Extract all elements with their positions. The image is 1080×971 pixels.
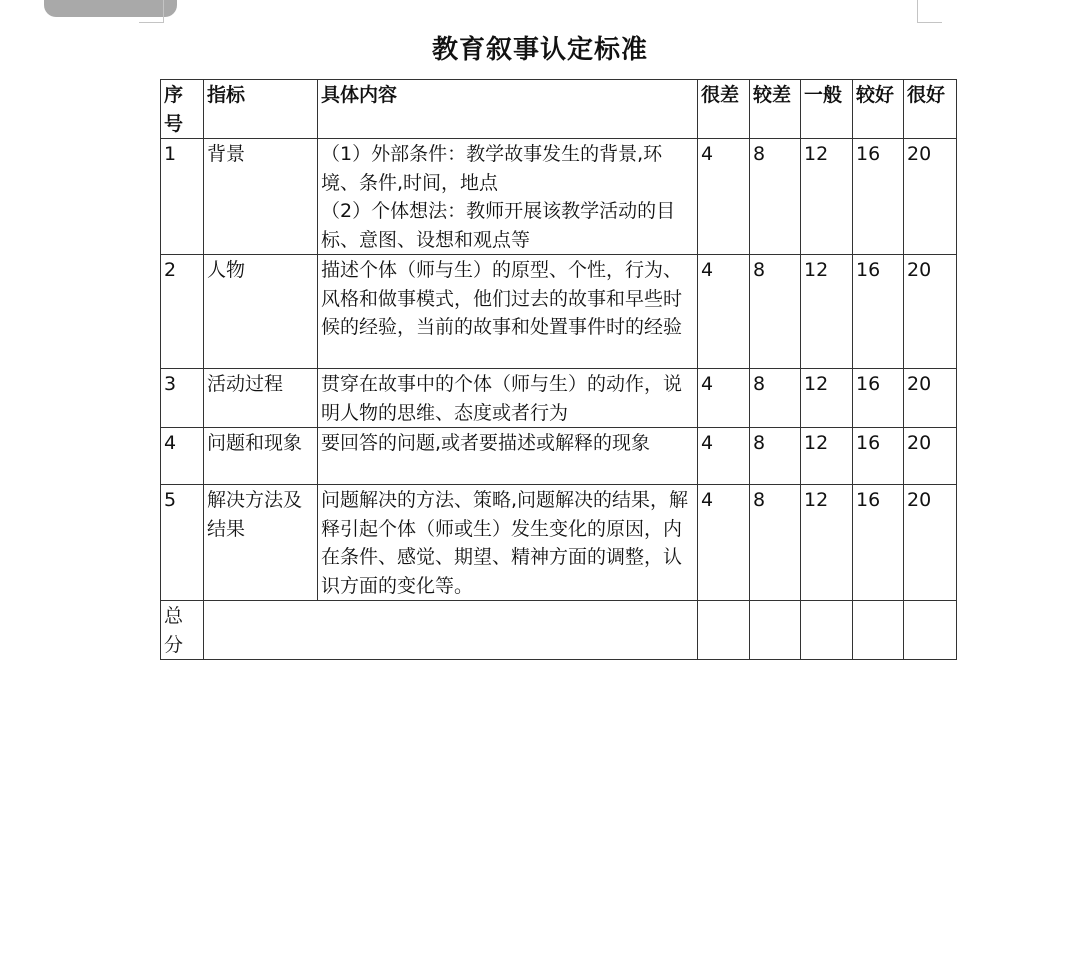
score-good: 16	[853, 369, 904, 428]
total-average-cell	[801, 601, 853, 660]
document-title: 教育叙事认定标准	[431, 35, 648, 65]
header-content: 具体内容	[318, 80, 698, 139]
total-row	[161, 601, 957, 660]
score-very-good: 20	[904, 139, 957, 255]
header-good: 较好	[853, 80, 904, 139]
score-very-poor: 4	[698, 369, 750, 428]
row-content: 问题解决的方法、策略,问题解决的结果，解释引起个体（师或生）发生变化的原因，内在条件、感觉、期望、精神方面的调整，认识方面的变化等。	[318, 485, 698, 601]
score-poor: 8	[750, 369, 801, 428]
row-indicator: 解决方法及结果	[204, 485, 318, 601]
table-row	[161, 139, 957, 255]
score-good: 16	[853, 139, 904, 255]
crop-mark-right	[917, 0, 942, 23]
row-content: 要回答的问题,或者要描述或解释的现象	[318, 428, 698, 485]
table-row	[161, 428, 957, 485]
score-average: 12	[801, 255, 853, 369]
header-very-good: 很好	[904, 80, 957, 139]
header-index: 序号	[161, 80, 204, 139]
score-good: 16	[853, 485, 904, 601]
score-very-poor: 4	[698, 428, 750, 485]
score-poor: 8	[750, 255, 801, 369]
total-label: 总分	[161, 601, 204, 660]
total-very-good-cell	[904, 601, 957, 660]
score-very-good: 20	[904, 369, 957, 428]
score-average: 12	[801, 369, 853, 428]
table-row	[161, 255, 957, 369]
row-indicator: 活动过程	[204, 369, 318, 428]
header-row	[161, 80, 957, 139]
total-very-poor-cell	[698, 601, 750, 660]
row-index: 2	[161, 255, 204, 369]
header-poor: 较差	[750, 80, 801, 139]
total-good-cell	[853, 601, 904, 660]
header-very-poor: 很差	[698, 80, 750, 139]
score-average: 12	[801, 428, 853, 485]
row-index: 1	[161, 139, 204, 255]
score-good: 16	[853, 428, 904, 485]
score-very-good: 20	[904, 428, 957, 485]
rubric-table	[160, 79, 957, 660]
header-indicator: 指标	[204, 80, 318, 139]
row-indicator: 问题和现象	[204, 428, 318, 485]
score-poor: 8	[750, 485, 801, 601]
score-very-good: 20	[904, 255, 957, 369]
score-good: 16	[853, 255, 904, 369]
crop-mark-left	[139, 0, 164, 23]
row-indicator: 背景	[204, 139, 318, 255]
score-average: 12	[801, 139, 853, 255]
total-poor-cell	[750, 601, 801, 660]
score-very-poor: 4	[698, 485, 750, 601]
header-average: 一般	[801, 80, 853, 139]
row-content: （1）外部条件：教学故事发生的背景,环境、条件,时间，地点 （2）个体想法：教师开展该教学活动的目标、意图、设想和观点等	[318, 139, 698, 255]
row-indicator: 人物	[204, 255, 318, 369]
row-index: 3	[161, 369, 204, 428]
row-content: 描述个体（师与生）的原型、个性，行为、风格和做事模式，他们过去的故事和早些时候的经验，当前的故事和处置事件时的经验	[318, 255, 698, 369]
score-very-good: 20	[904, 485, 957, 601]
table-row	[161, 485, 957, 601]
total-description-cell	[204, 601, 698, 660]
table-row	[161, 369, 957, 428]
score-poor: 8	[750, 139, 801, 255]
score-very-poor: 4	[698, 255, 750, 369]
row-index: 4	[161, 428, 204, 485]
row-index: 5	[161, 485, 204, 601]
row-content: 贯穿在故事中的个体（师与生）的动作，说明人物的思维、态度或者行为	[318, 369, 698, 428]
score-very-poor: 4	[698, 139, 750, 255]
score-average: 12	[801, 485, 853, 601]
score-poor: 8	[750, 428, 801, 485]
